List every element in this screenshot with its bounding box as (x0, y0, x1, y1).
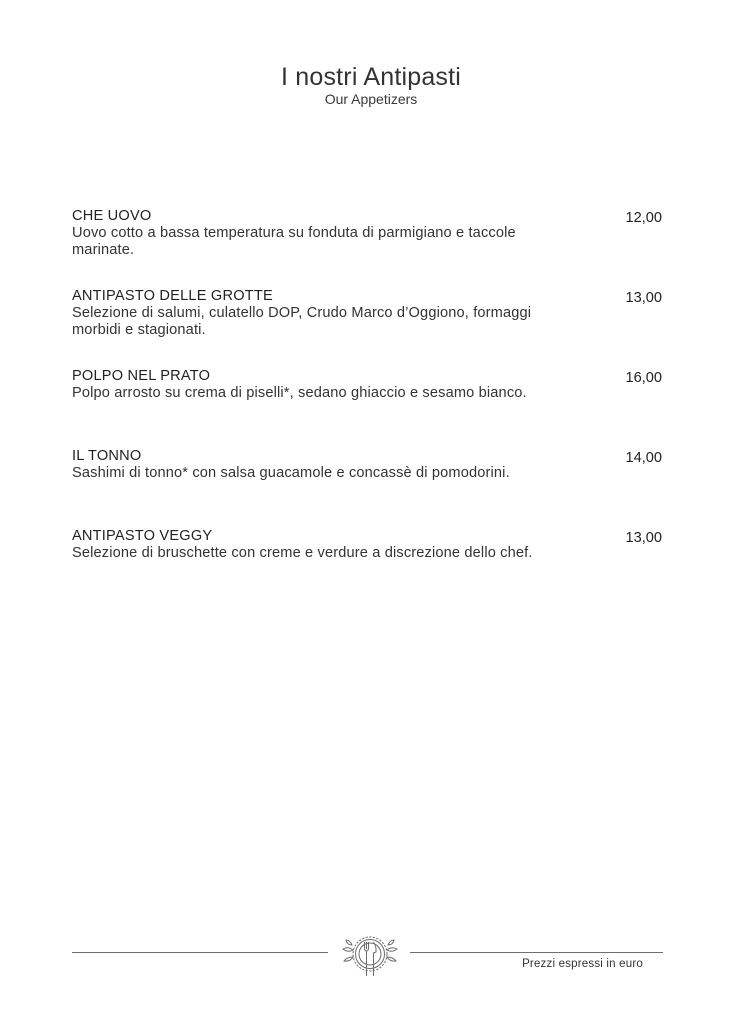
menu-item-description: Selezione di bruschette con creme e verdure a discrezione dello chef. (72, 545, 533, 561)
footer-divider-right (410, 952, 663, 953)
menu-item-name: POLPO NEL PRATO (72, 368, 211, 384)
menu-item (72, 528, 664, 608)
menu-item-description: Selezione di salumi, culatello DOP, Crudo Marco d’Oggiono, formaggi morbidi e stagionati. (72, 305, 532, 338)
menu-item-name: ANTIPASTO VEGGY (72, 528, 213, 544)
menu-header (0, 62, 735, 107)
menu-item (72, 208, 664, 288)
menu-item-price: 14,00 (625, 450, 662, 466)
menu-item (72, 368, 664, 448)
price-currency-note: Prezzi espressi in euro (522, 958, 643, 970)
footer-divider-left (72, 952, 328, 953)
menu-item-description: Polpo arrosto su crema di piselli*, sedano ghiaccio e sesamo bianco. (72, 385, 527, 401)
page-title: I nostri Antipasti (280, 63, 462, 91)
menu-item-description: Sashimi di tonno* con salsa guacamole e concassè di pomodorini. (72, 465, 510, 481)
menu-item-name: CHE UOVO (72, 208, 152, 224)
plate-fork-knife-icon (335, 930, 405, 980)
menu-list (72, 208, 664, 608)
menu-item (72, 448, 664, 528)
menu-item (72, 288, 664, 368)
page-subtitle: Our Appetizers (324, 91, 418, 107)
menu-item-price: 16,00 (625, 370, 662, 386)
menu-item-price: 13,00 (625, 530, 662, 546)
menu-item-description: Uovo cotto a bassa temperatura su fonduta di parmigiano e taccole marinate. (72, 225, 516, 258)
menu-item-name: ANTIPASTO DELLE GROTTE (72, 288, 273, 304)
menu-item-price: 12,00 (625, 210, 662, 226)
menu-item-price: 13,00 (625, 290, 662, 306)
menu-item-name: IL TONNO (72, 448, 142, 464)
